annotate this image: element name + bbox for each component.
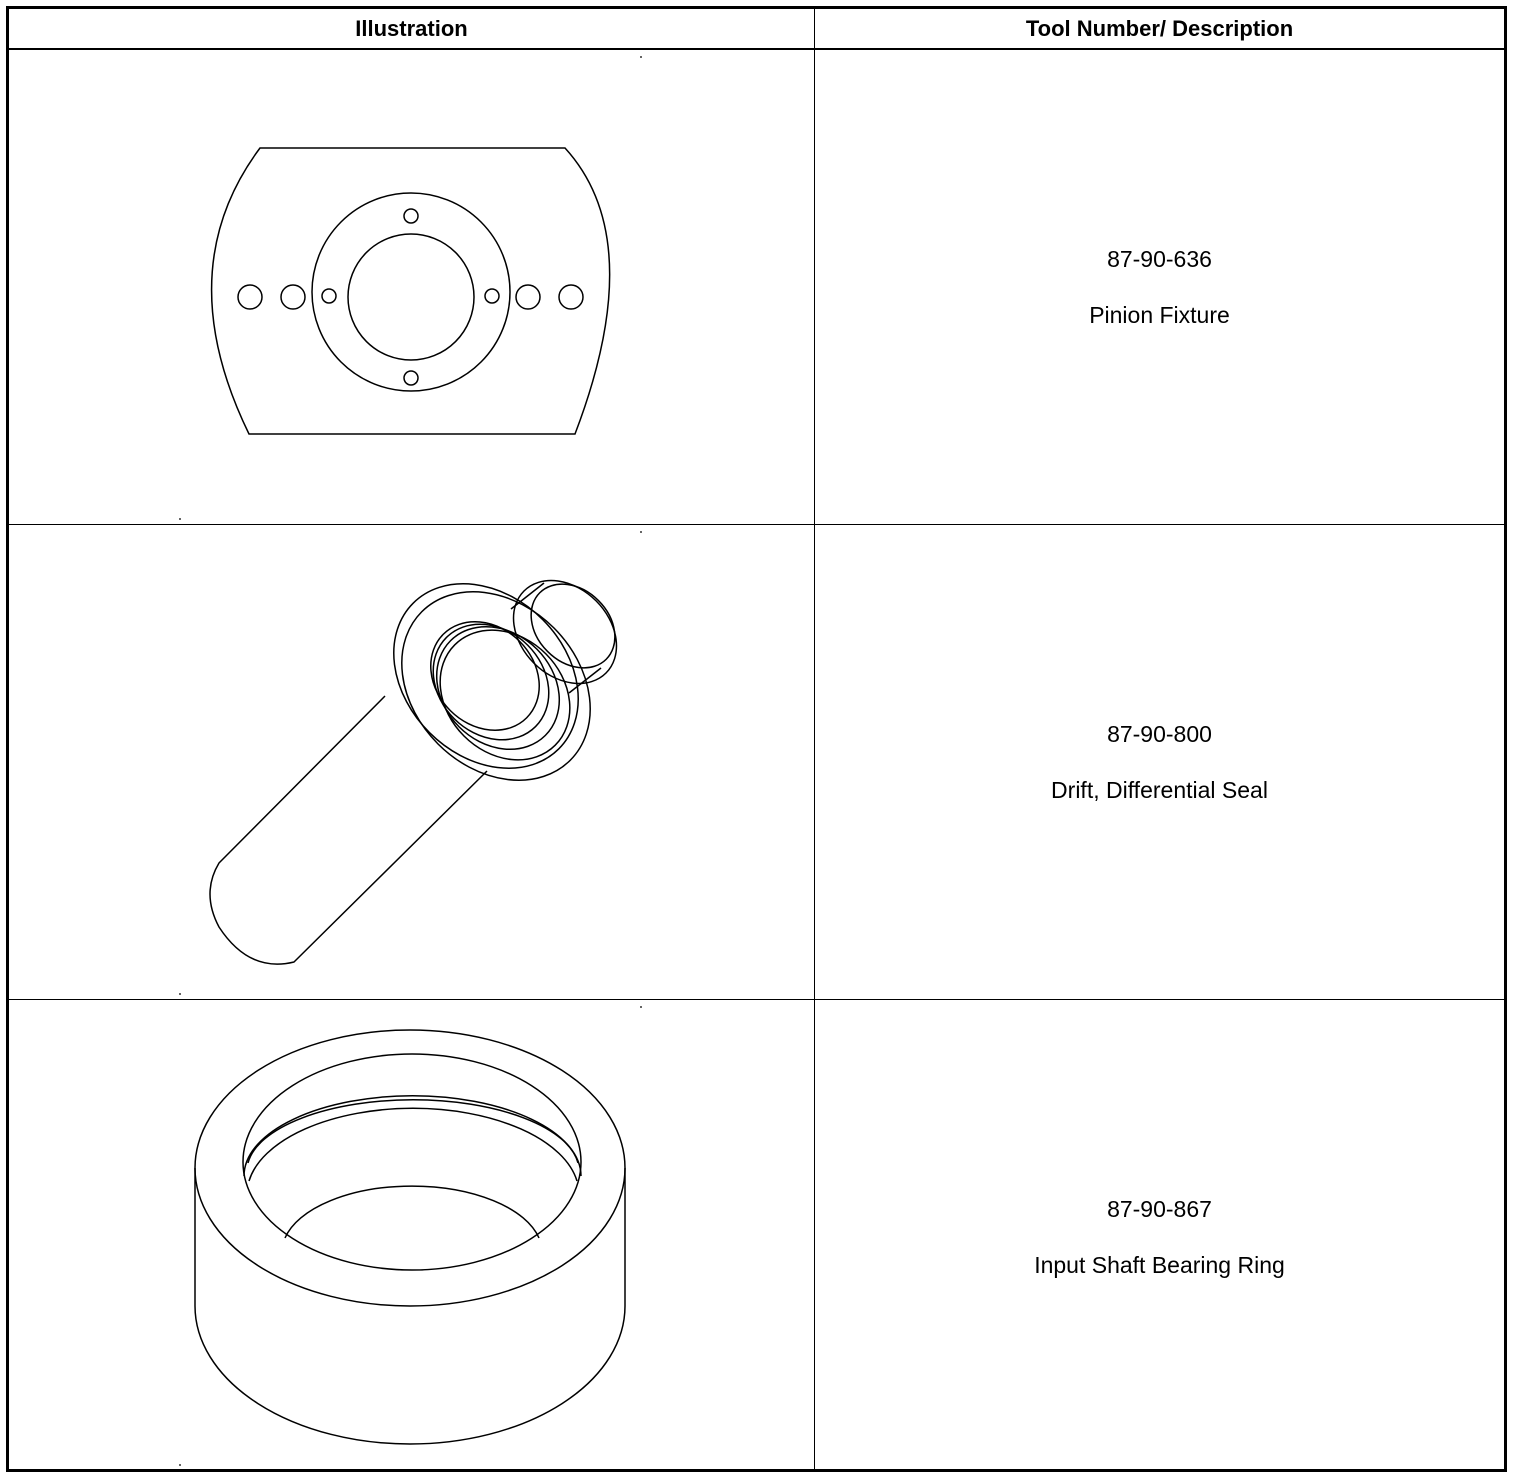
illustration-cell — [9, 525, 814, 999]
scan-mark — [179, 993, 181, 995]
description-cell — [815, 1000, 1504, 1469]
pinion-fixture-icon — [9, 50, 814, 524]
description-cell — [815, 50, 1504, 524]
header-tool-description: Tool Number/ Description — [1025, 15, 1294, 41]
tool-number: 87-90-636 — [1107, 246, 1212, 272]
illustration-cell — [9, 50, 814, 524]
table-header-row — [9, 9, 1504, 50]
scan-mark — [179, 518, 181, 520]
description-cell — [815, 525, 1504, 999]
scan-mark — [640, 1006, 642, 1008]
tool-table — [6, 6, 1507, 1472]
bearing-ring-icon — [9, 1000, 814, 1469]
tool-number: 87-90-867 — [1107, 1196, 1212, 1222]
tool-number: 87-90-800 — [1107, 721, 1212, 747]
scan-mark — [640, 56, 642, 58]
table-row — [9, 50, 1504, 524]
illustration-cell — [9, 1000, 814, 1469]
tool-description: Pinion Fixture — [1089, 302, 1230, 328]
tool-description: Input Shaft Bearing Ring — [1034, 1252, 1285, 1278]
tool-description: Drift, Differential Seal — [1051, 777, 1268, 803]
scan-mark — [179, 1464, 181, 1466]
header-illustration: Illustration — [355, 15, 468, 41]
table-row — [9, 1000, 1504, 1469]
scan-mark — [640, 531, 642, 533]
table-row — [9, 525, 1504, 999]
drift-seal-icon — [9, 525, 814, 999]
